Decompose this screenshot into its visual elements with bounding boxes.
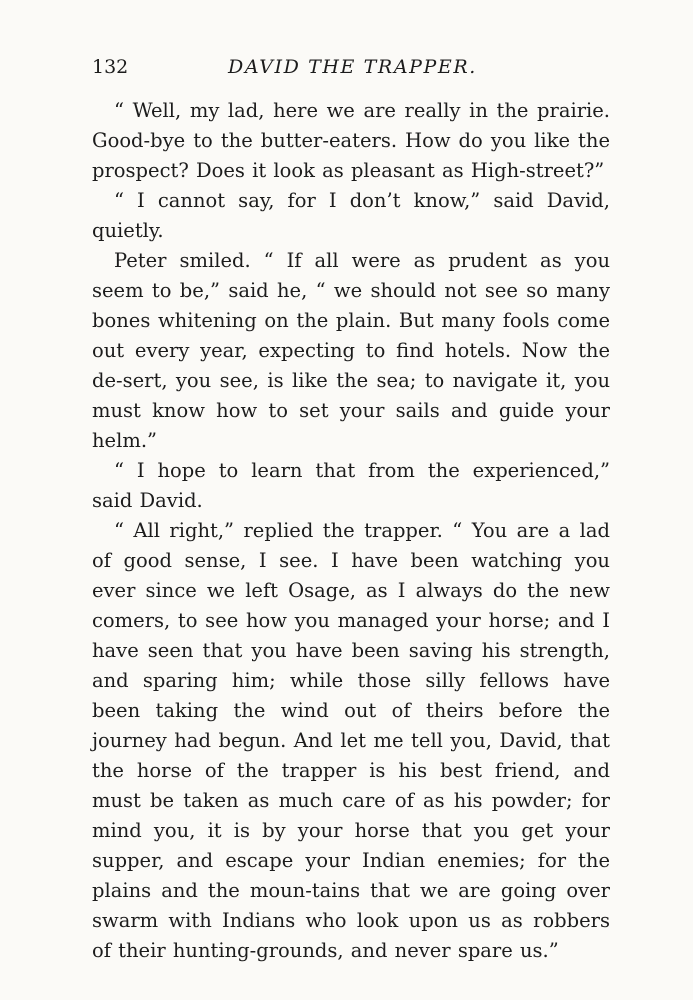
page-number: 132 [92, 56, 129, 78]
paragraph: “ I cannot say, for I don’t know,” said David, quietly. [92, 189, 610, 242]
body-text [92, 96, 610, 966]
paragraph: “ All right,” replied the trapper. “ You are a lad of good sense, I see. I have been watching you ever since we left Osage, as I always do the new comers, to see how you managed your horse; and I have seen that you have been saving his strength, and sparing him; while those silly fellows have been taking the wind out of theirs before the journey had begun. And let me tell you, David, that the horse of the trapper is his best friend, and must be taken as much care of as his powder; for mind you, it is by your horse that you get your supper, and escape your Indian enemies; for the plains and the moun-tains that we are going over swarm with Indians who look upon us as robbers of their hunting-grounds, and never spare us.” [92, 519, 610, 962]
paragraph: Peter smiled. “ If all were as prudent as you seem to be,” said he, “ we should not see so many bones whitening on the plain. But many fools come out every year, expecting to find hotels. Now the de-sert, you see, is like the sea; to navigate it, you must know how to set your sails and guide your helm.” [92, 249, 610, 452]
running-title: DAVID THE TRAPPER. [228, 56, 477, 78]
paragraph: “ Well, my lad, here we are really in the prairie. Good-bye to the butter-eaters. How do you like the prospect? Does it look as pleasant as High-street?” [92, 99, 610, 182]
running-header [92, 56, 612, 82]
paragraph: “ I hope to learn that from the experienced,” said David. [92, 459, 610, 512]
